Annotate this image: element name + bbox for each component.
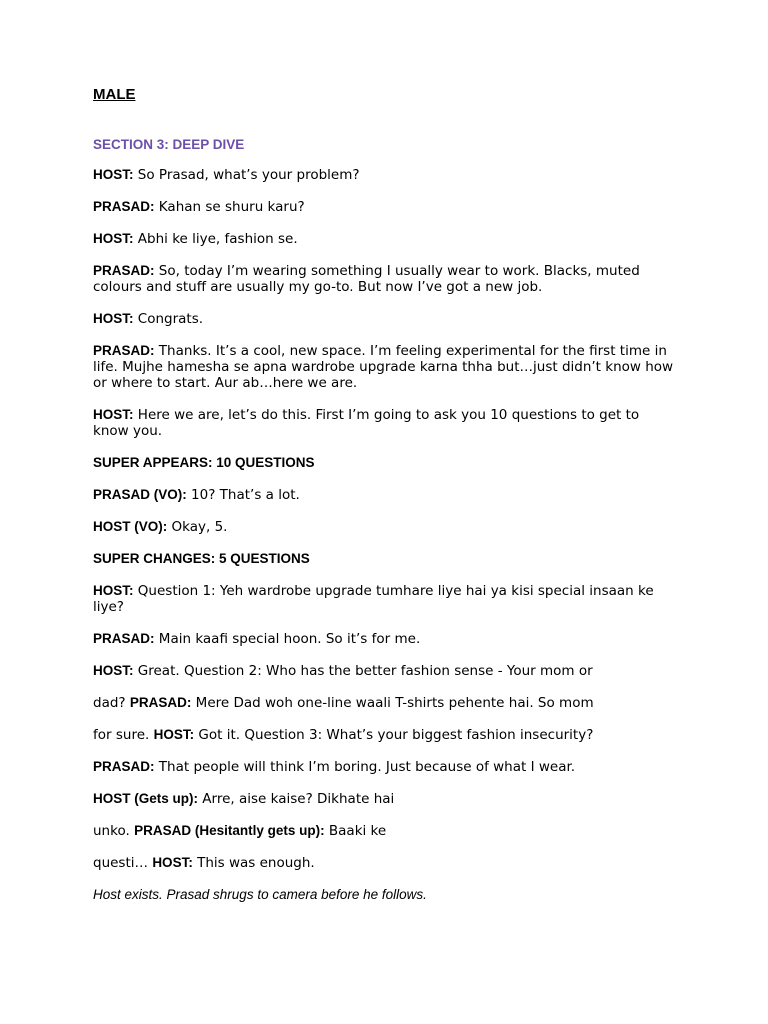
dialogue-text: Thanks. It’s a cool, new space. I’m feeling experimental for the first time in life. Mujhe hamesha se apna wardrobe upgrade karna thha but…just didn’t know how or where to start. Aur ab…here we are.: [93, 343, 674, 391]
stage-direction: Host exists. Prasad shrugs to camera before he follows.: [93, 887, 427, 902]
speaker-label: PRASAD (Hesitantly gets up):: [134, 823, 325, 838]
super-direction: SUPER CHANGES: 5 QUESTIONS: [93, 551, 310, 566]
script-page: [93, 86, 678, 903]
dialogue-text: Mere Dad woh one-line waali T-shirts pehente hai. So mom: [191, 695, 594, 711]
dialogue-text: So Prasad, what’s your problem?: [133, 167, 360, 183]
speaker-label: PRASAD:: [129, 695, 192, 710]
dialogue-line: [93, 759, 678, 775]
dialogue-line: [93, 199, 678, 215]
dialogue-line: [93, 695, 678, 711]
super-direction: SUPER APPEARS: 10 QUESTIONS: [93, 455, 315, 470]
speaker-label: HOST:: [93, 663, 134, 678]
dialogue-continuation: dad?: [93, 695, 130, 711]
dialogue-text: 10? That’s a lot.: [186, 487, 300, 503]
dialogue-line: [93, 823, 678, 839]
speaker-label: PRASAD (VO):: [93, 487, 187, 502]
dialogue-text: Baaki ke: [324, 823, 387, 839]
dialogue-text: So, today I’m wearing something I usually wear to work. Blacks, muted colours and stuff are usually my go-to. But now I’ve got a new job.: [93, 263, 640, 295]
speaker-label: HOST:: [152, 855, 193, 870]
dialogue-continuation: questi…: [93, 855, 153, 871]
speaker-label: PRASAD:: [93, 263, 155, 278]
dialogue-line: [93, 855, 678, 871]
dialogue-line: [93, 407, 678, 439]
dialogue-text: Congrats.: [133, 311, 204, 327]
dialogue-line: [93, 263, 678, 295]
dialogue-line: [93, 631, 678, 647]
dialogue-text: Arre, aise kaise? Dikhate hai: [198, 791, 395, 807]
dialogue-continuation: unko.: [93, 823, 135, 839]
dialogue-line: [93, 487, 678, 503]
speaker-label: HOST:: [93, 407, 134, 422]
dialogue-line: [93, 663, 678, 679]
dialogue-line: [93, 519, 678, 535]
script-lines: [93, 167, 678, 871]
dialogue-text: Here we are, let’s do this. First I’m going to ask you 10 questions to get to know you.: [93, 407, 640, 439]
dialogue-text: Great. Question 2: Who has the better fashion sense - Your mom or: [133, 663, 593, 679]
speaker-label: HOST:: [93, 231, 134, 246]
dialogue-line: [93, 311, 678, 327]
speaker-label: PRASAD:: [93, 759, 155, 774]
speaker-label: HOST (VO):: [93, 519, 168, 534]
speaker-label: PRASAD:: [93, 199, 155, 214]
speaker-label: HOST:: [93, 167, 134, 182]
document-heading: MALE: [93, 86, 136, 103]
dialogue-line: [93, 231, 678, 247]
section-title: SECTION 3: DEEP DIVE: [93, 137, 245, 152]
dialogue-continuation: for sure.: [93, 727, 154, 743]
speaker-label: PRASAD:: [93, 631, 155, 646]
speaker-label: HOST (Gets up):: [93, 791, 198, 806]
dialogue-text: Question 1: Yeh wardrobe upgrade tumhare liye hai ya kisi special insaan ke liye?: [93, 583, 654, 615]
dialogue-text: Abhi ke liye, fashion se.: [133, 231, 298, 247]
dialogue-text: Main kaafi special hoon. So it’s for me.: [154, 631, 421, 647]
speaker-label: PRASAD:: [93, 343, 155, 358]
dialogue-line: [93, 727, 678, 743]
dialogue-line: [93, 167, 678, 183]
dialogue-text: Got it. Question 3: What’s your biggest fashion insecurity?: [194, 727, 594, 743]
dialogue-line: [93, 583, 678, 615]
dialogue-line: [93, 791, 678, 807]
dialogue-text: Okay, 5.: [167, 519, 228, 535]
dialogue-text: This was enough.: [192, 855, 315, 871]
speaker-label: HOST:: [153, 727, 195, 742]
dialogue-line: [93, 343, 678, 391]
speaker-label: HOST:: [93, 583, 134, 598]
speaker-label: HOST:: [93, 311, 134, 326]
dialogue-text: Kahan se shuru karu?: [154, 199, 305, 215]
dialogue-text: That people will think I’m boring. Just because of what I wear.: [154, 759, 576, 775]
